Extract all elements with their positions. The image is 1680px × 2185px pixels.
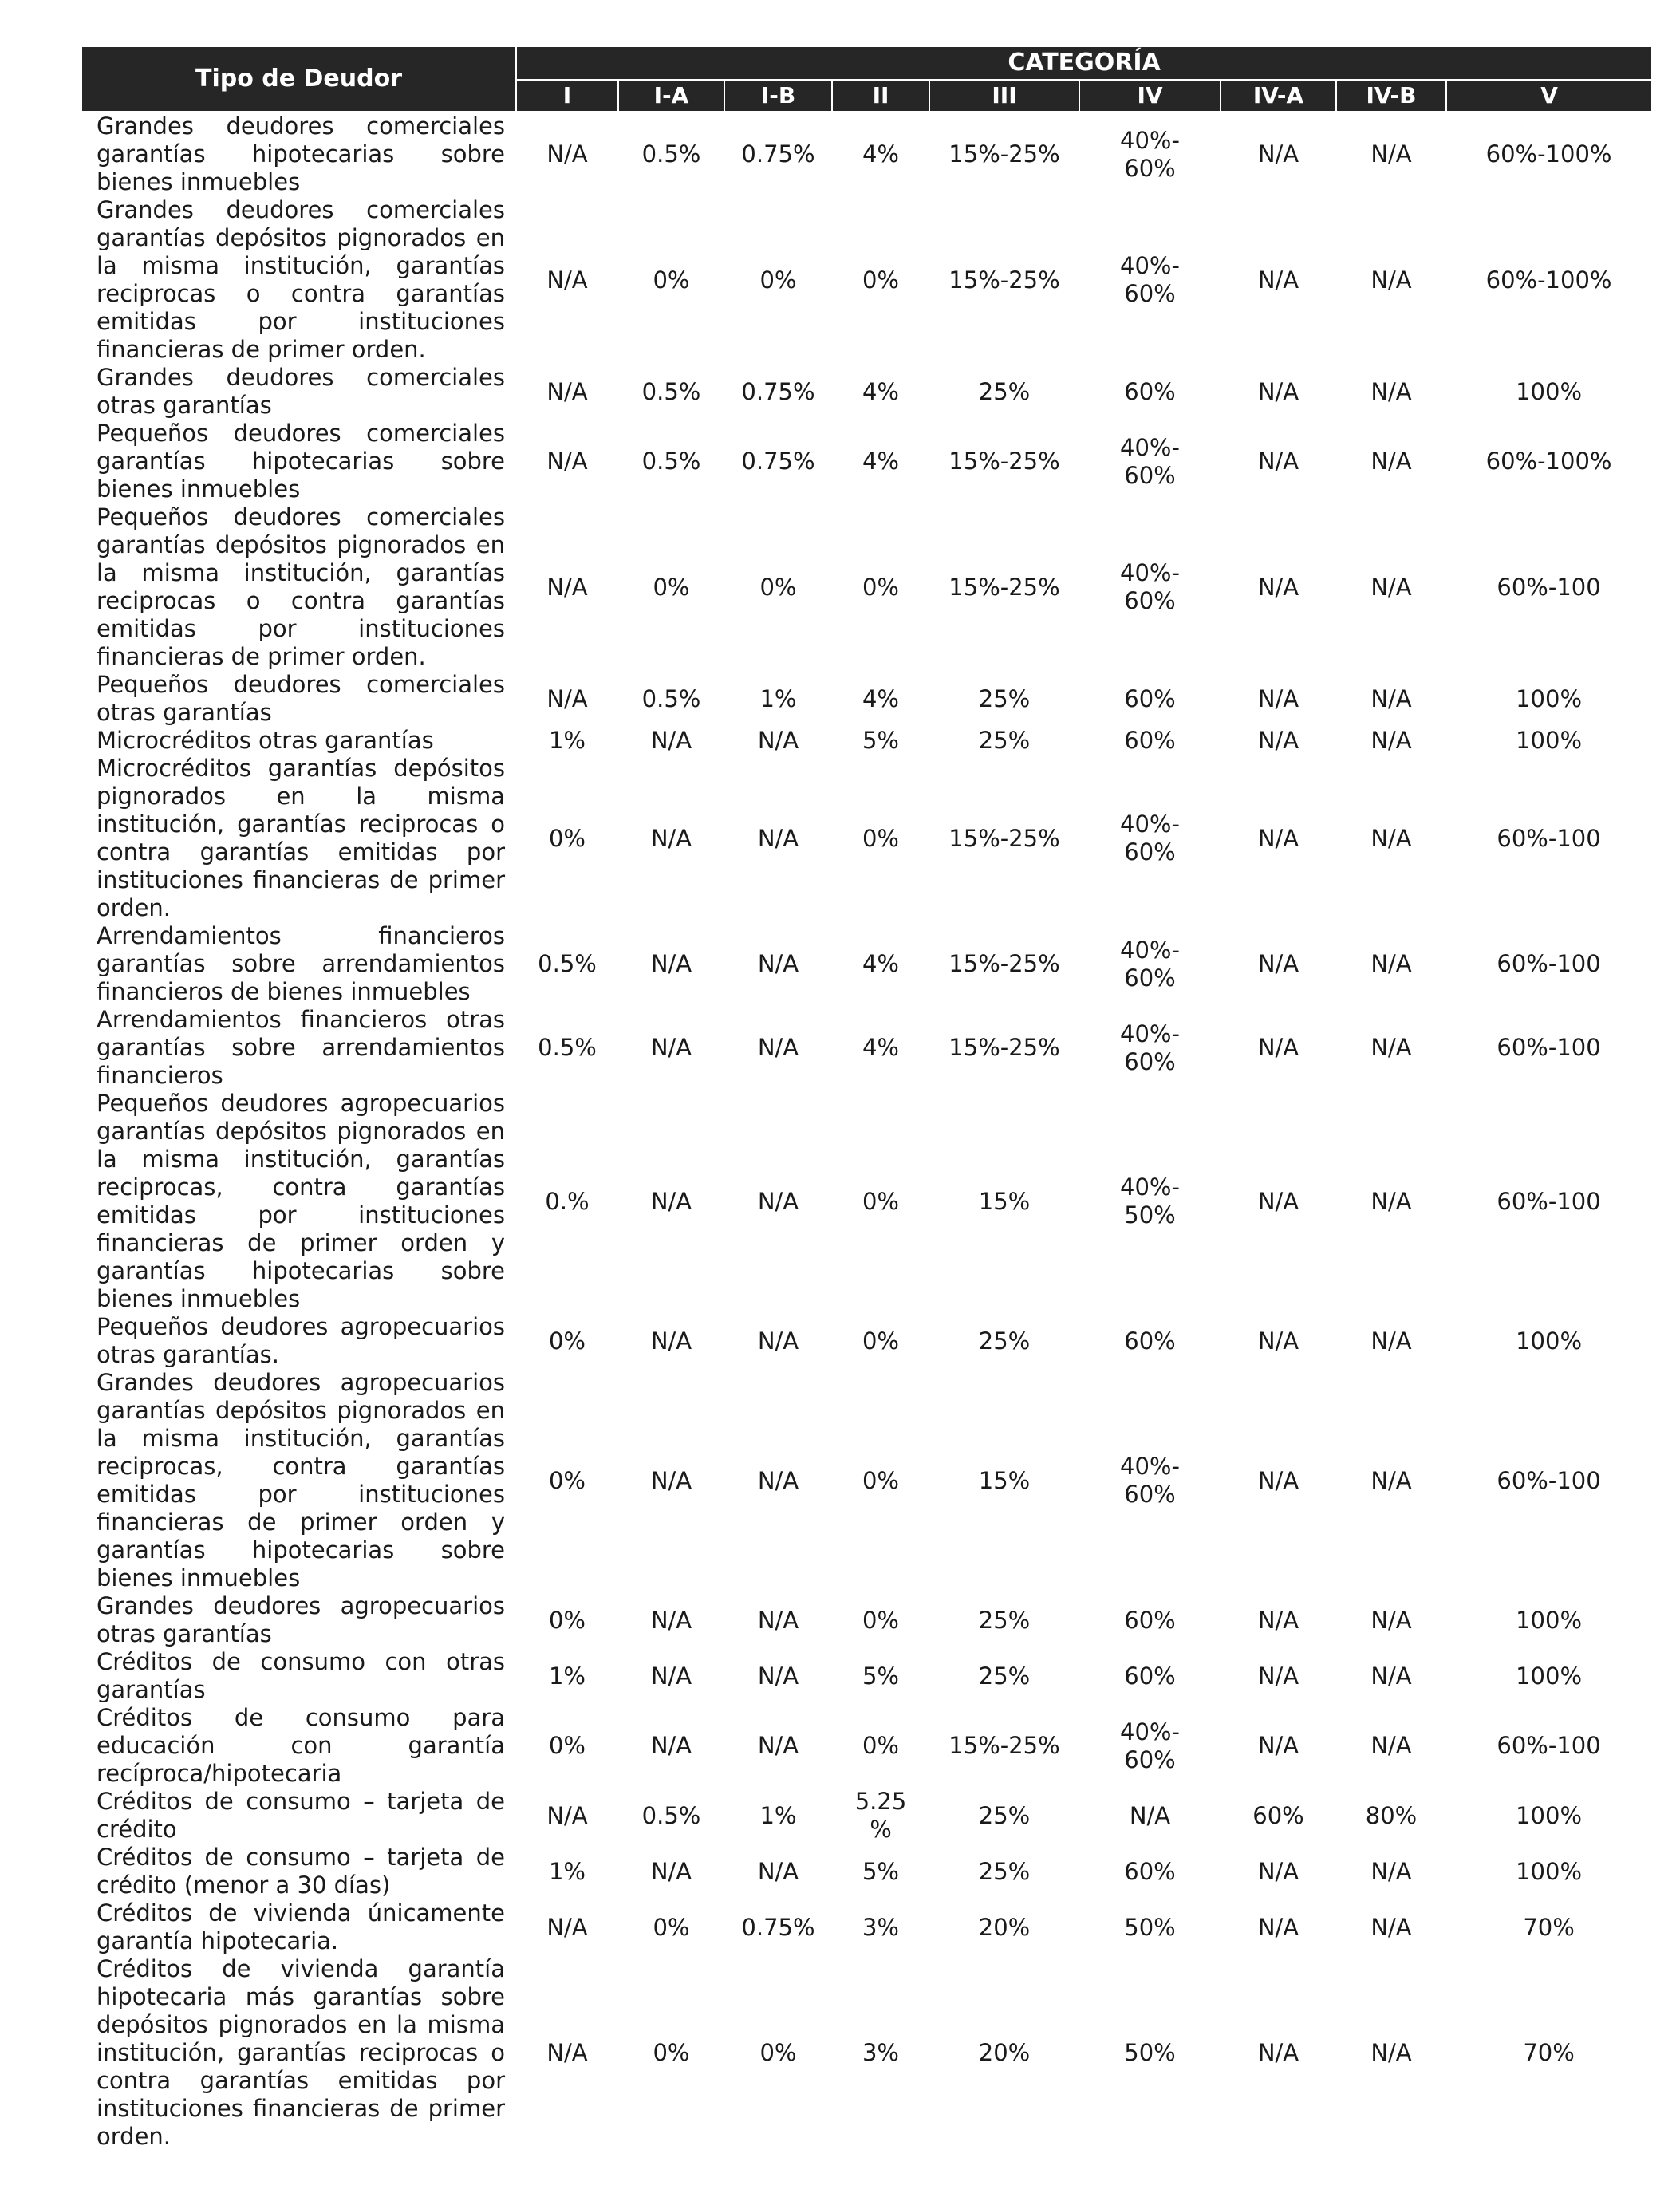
cell-col-i: N/A <box>546 2039 588 2066</box>
cell-col-iv: N/A <box>1129 1801 1171 1829</box>
row-tipo-de-deudor: Microcréditos garantías depósitos pignorados en la misma institución, garantías reciprocas o contra garantías emitidas por instituciones financieras de primer orden. <box>97 755 505 921</box>
cell-col-iii: 15%-25% <box>948 950 1060 977</box>
cell-col-iv-a: N/A <box>1257 1466 1299 1494</box>
cell-col-iii: 20% <box>978 1913 1031 1941</box>
header-col-iv-b: IV-B <box>1336 80 1446 112</box>
cell-col-iii: 15%-25% <box>948 266 1060 294</box>
cell-col-v: 60%-100 <box>1497 1034 1601 1061</box>
cell-col-iv: 60% <box>1124 1606 1176 1634</box>
header-col-v: V <box>1446 80 1651 112</box>
cell-col-iv: 40%- 60% <box>1120 1453 1180 1508</box>
header-col-iv: IV <box>1079 80 1221 112</box>
cell-col-iv: 60% <box>1124 1662 1176 1690</box>
cell-col-iv-b: N/A <box>1370 824 1412 852</box>
table-row <box>82 1648 1651 1704</box>
cell-col-v: 100% <box>1516 1327 1583 1355</box>
cell-col-iv-a: 60% <box>1252 1801 1304 1829</box>
table-row <box>82 1090 1651 1313</box>
header-col-ii: II <box>832 80 929 112</box>
cell-col-iv-b: N/A <box>1370 1662 1412 1690</box>
cell-col-i: N/A <box>546 448 588 475</box>
cell-col-i-b: N/A <box>757 1187 799 1215</box>
cell-col-i-a: 0.5% <box>641 684 701 712</box>
cell-col-i: 1% <box>548 1857 586 1885</box>
cell-col-i-a: 0% <box>653 2039 690 2066</box>
cell-col-i: N/A <box>546 684 588 712</box>
cell-col-iv-b: N/A <box>1370 1327 1412 1355</box>
row-tipo-de-deudor: Arrendamientos financieros garantías sobre arrendamientos financieros de bienes inmuebles <box>97 922 505 1005</box>
table-row <box>82 1006 1651 1090</box>
cell-col-iv: 60% <box>1124 1857 1176 1885</box>
cell-col-v: 100% <box>1516 1857 1583 1885</box>
cell-col-ii: 3% <box>862 1913 899 1941</box>
table-row <box>82 922 1651 1006</box>
cell-col-iii: 25% <box>978 1662 1031 1690</box>
cell-col-iv: 40%- 60% <box>1120 252 1180 307</box>
cell-col-i-a: N/A <box>650 1466 692 1494</box>
cell-col-iv: 40%- 60% <box>1120 936 1180 992</box>
cell-col-i: 0% <box>548 824 586 852</box>
cell-col-ii: 0% <box>862 824 899 852</box>
cell-col-iv-a: N/A <box>1257 448 1299 475</box>
cell-col-i-b: 0.75% <box>741 448 815 475</box>
table-body <box>82 112 1651 2151</box>
cell-col-i-a: N/A <box>650 1327 692 1355</box>
cell-col-i: N/A <box>546 1801 588 1829</box>
cell-col-v: 100% <box>1516 1606 1583 1634</box>
table-row <box>82 420 1651 503</box>
cell-col-iii: 15% <box>978 1466 1031 1494</box>
cell-col-i-b: N/A <box>757 1662 799 1690</box>
cell-col-i: 0.5% <box>538 950 597 977</box>
cell-col-ii: 0% <box>862 1466 899 1494</box>
cell-col-v: 60%-100 <box>1497 573 1601 601</box>
cell-col-iv: 40%- 60% <box>1120 1020 1180 1075</box>
row-tipo-de-deudor: Grandes deudores comerciales garantías depósitos pignorados en la misma institución, garantías reciprocas o contra garantías emitidas por instituciones financieras de primer orden. <box>97 196 505 363</box>
cell-col-ii: 4% <box>862 448 899 475</box>
cell-col-iv-a: N/A <box>1257 1857 1299 1885</box>
cell-col-ii: 0% <box>862 573 899 601</box>
cell-col-i-a: N/A <box>650 1662 692 1690</box>
cell-col-ii: 4% <box>862 140 899 168</box>
cell-col-iii: 25% <box>978 1327 1031 1355</box>
header-tipo-de-deudor: Tipo de Deudor <box>82 46 516 112</box>
cell-col-iii: 15% <box>978 1187 1031 1215</box>
row-tipo-de-deudor: Créditos de consumo – tarjeta de crédito <box>97 1788 505 1843</box>
cell-col-iv-a: N/A <box>1257 1662 1299 1690</box>
cell-col-i: 0.% <box>545 1187 590 1215</box>
cell-col-iii: 15%-25% <box>948 140 1060 168</box>
cell-col-iv-b: N/A <box>1370 573 1412 601</box>
cell-col-i-b: 0% <box>759 573 797 601</box>
cell-col-i-b: 0% <box>759 266 797 294</box>
cell-col-i-b: N/A <box>757 824 799 852</box>
cell-col-iv-b: N/A <box>1370 448 1412 475</box>
cell-col-v: 60%-100 <box>1497 824 1601 852</box>
table-row <box>82 1592 1651 1648</box>
table-row <box>82 112 1651 196</box>
cell-col-iii: 25% <box>978 377 1031 405</box>
cell-col-i: 0% <box>548 1606 586 1634</box>
cell-col-v: 60%-100% <box>1485 448 1612 475</box>
header-col-iv-a: IV-A <box>1221 80 1336 112</box>
cell-col-v: 60%-100% <box>1485 140 1612 168</box>
cell-col-iv: 40%- 60% <box>1120 1718 1180 1773</box>
cell-col-iv-a: N/A <box>1257 1034 1299 1061</box>
cell-col-i: 0% <box>548 1327 586 1355</box>
header-col-i-a: I-A <box>618 80 724 112</box>
cell-col-iv-a: N/A <box>1257 1187 1299 1215</box>
cell-col-ii: 5% <box>862 1857 899 1885</box>
cell-col-iv-b: N/A <box>1370 1466 1412 1494</box>
cell-col-iv: 40%- 60% <box>1120 559 1180 614</box>
cell-col-iv-a: N/A <box>1257 824 1299 852</box>
cell-col-i: 0.5% <box>538 1034 597 1061</box>
cell-col-i-b: N/A <box>757 950 799 977</box>
row-tipo-de-deudor: Grandes deudores agropecuarios otras garantías <box>97 1592 505 1647</box>
table-row <box>82 1788 1651 1844</box>
cell-col-i: N/A <box>546 140 588 168</box>
table-row <box>82 1899 1651 1955</box>
table-row <box>82 364 1651 420</box>
cell-col-iv-b: 80% <box>1365 1801 1418 1829</box>
cell-col-iii: 25% <box>978 684 1031 712</box>
row-tipo-de-deudor: Créditos de vivienda únicamente garantía hipotecaria. <box>97 1899 505 1954</box>
row-tipo-de-deudor: Grandes deudores comerciales garantías hipotecarias sobre bienes inmuebles <box>97 112 505 195</box>
header-col-iii: III <box>929 80 1079 112</box>
row-tipo-de-deudor: Pequeños deudores comerciales garantías depósitos pignorados en la misma institución, garantías reciprocas o contra garantías emitidas por instituciones financieras de primer orden. <box>97 503 505 670</box>
row-tipo-de-deudor: Pequeños deudores comerciales otras garantías <box>97 671 505 726</box>
cell-col-i-b: N/A <box>757 1732 799 1759</box>
cell-col-i-b: N/A <box>757 1606 799 1634</box>
cell-col-i-b: N/A <box>757 1857 799 1885</box>
cell-col-i-b: 0.75% <box>741 1913 815 1941</box>
cell-col-iv-b: N/A <box>1370 1187 1412 1215</box>
cell-col-i: N/A <box>546 1913 588 1941</box>
cell-col-v: 100% <box>1516 377 1583 405</box>
cell-col-ii: 3% <box>862 2039 899 2066</box>
cell-col-ii: 4% <box>862 950 899 977</box>
cell-col-ii: 0% <box>862 266 899 294</box>
cell-col-i-b: N/A <box>757 727 799 754</box>
cell-col-ii: 0% <box>862 1606 899 1634</box>
cell-col-iv-b: N/A <box>1370 727 1412 754</box>
table-row <box>82 1955 1651 2151</box>
cell-col-iv-a: N/A <box>1257 684 1299 712</box>
cell-col-iii: 20% <box>978 2039 1031 2066</box>
table-row <box>82 1844 1651 1899</box>
row-tipo-de-deudor: Créditos de consumo para educación con garantía recíproca/hipotecaria <box>97 1704 505 1787</box>
cell-col-iv-a: N/A <box>1257 2039 1299 2066</box>
cell-col-iii: 25% <box>978 727 1031 754</box>
header-categoria: CATEGORÍA <box>516 46 1651 80</box>
row-tipo-de-deudor: Créditos de vivienda garantía hipotecaria más garantías sobre depósitos pignorados en la misma institución, garantías reciprocas o contra garantías emitidas por instituciones financieras de primer orden. <box>97 1955 505 2150</box>
provision-table <box>82 45 1651 2151</box>
cell-col-iv: 40%- 60% <box>1120 811 1180 866</box>
cell-col-i-a: N/A <box>650 1857 692 1885</box>
cell-col-iv: 60% <box>1124 684 1176 712</box>
cell-col-iv-b: N/A <box>1370 1913 1412 1941</box>
cell-col-v: 60%-100 <box>1497 1732 1601 1759</box>
table-row <box>82 1313 1651 1369</box>
cell-col-iv-b: N/A <box>1370 1732 1412 1759</box>
cell-col-iv: 60% <box>1124 727 1176 754</box>
cell-col-ii: 0% <box>862 1732 899 1759</box>
row-tipo-de-deudor: Pequeños deudores comerciales garantías hipotecarias sobre bienes inmuebles <box>97 420 505 503</box>
cell-col-i-a: 0% <box>653 573 690 601</box>
table-row <box>82 755 1651 922</box>
cell-col-i-a: N/A <box>650 950 692 977</box>
cell-col-i-a: 0% <box>653 266 690 294</box>
cell-col-v: 70% <box>1523 1913 1575 1941</box>
cell-col-iii: 15%-25% <box>948 824 1060 852</box>
cell-col-iv-a: N/A <box>1257 1732 1299 1759</box>
cell-col-ii: 5.25 % <box>854 1788 907 1843</box>
cell-col-i-a: N/A <box>650 727 692 754</box>
cell-col-i: 1% <box>548 1662 586 1690</box>
cell-col-iii: 25% <box>978 1857 1031 1885</box>
row-tipo-de-deudor: Créditos de consumo con otras garantías <box>97 1648 505 1703</box>
cell-col-i: N/A <box>546 377 588 405</box>
cell-col-ii: 0% <box>862 1187 899 1215</box>
cell-col-i-b: N/A <box>757 1466 799 1494</box>
cell-col-v: 100% <box>1516 1801 1583 1829</box>
row-tipo-de-deudor: Arrendamientos financieros otras garantías sobre arrendamientos financieros <box>97 1006 505 1089</box>
cell-col-iv: 40%- 60% <box>1120 126 1180 182</box>
cell-col-v: 60%-100 <box>1497 1187 1601 1215</box>
cell-col-iv-b: N/A <box>1370 2039 1412 2066</box>
cell-col-iv-a: N/A <box>1257 140 1299 168</box>
header-col-i: I <box>516 80 618 112</box>
cell-col-iv-b: N/A <box>1370 950 1412 977</box>
cell-col-v: 100% <box>1516 1662 1583 1690</box>
cell-col-v: 100% <box>1516 727 1583 754</box>
cell-col-iv: 40%- 50% <box>1120 1173 1180 1229</box>
cell-col-i-a: N/A <box>650 824 692 852</box>
row-tipo-de-deudor: Grandes deudores agropecuarios garantías depósitos pignorados en la misma institución, garantías reciprocas, contra garantías emitidas por instituciones financieras de primer orden y garantías hipotecarias sobre bienes inmuebles <box>97 1369 505 1591</box>
cell-col-i-a: N/A <box>650 1034 692 1061</box>
cell-col-v: 60%-100% <box>1485 266 1612 294</box>
cell-col-iv-b: N/A <box>1370 1857 1412 1885</box>
cell-col-iv-b: N/A <box>1370 684 1412 712</box>
cell-col-i: 1% <box>548 727 586 754</box>
cell-col-iv-b: N/A <box>1370 1606 1412 1634</box>
row-tipo-de-deudor: Pequeños deudores agropecuarios otras garantías. <box>97 1313 505 1368</box>
cell-col-iv-a: N/A <box>1257 1606 1299 1634</box>
cell-col-i-a: 0.5% <box>641 377 701 405</box>
cell-col-iv-a: N/A <box>1257 573 1299 601</box>
cell-col-iv-b: N/A <box>1370 1034 1412 1061</box>
table-row <box>82 1369 1651 1592</box>
cell-col-i-a: N/A <box>650 1732 692 1759</box>
table-row <box>82 727 1651 755</box>
cell-col-i-a: N/A <box>650 1187 692 1215</box>
provision-table-page <box>82 45 1651 2151</box>
cell-col-i-b: 1% <box>759 684 797 712</box>
cell-col-i-b: 0.75% <box>741 140 815 168</box>
cell-col-iii: 15%-25% <box>948 573 1060 601</box>
row-tipo-de-deudor: Grandes deudores comerciales otras garantías <box>97 364 505 419</box>
cell-col-iv-b: N/A <box>1370 140 1412 168</box>
table-row <box>82 196 1651 364</box>
table-row <box>82 503 1651 671</box>
table-header <box>82 46 1651 112</box>
cell-col-ii: 0% <box>862 1327 899 1355</box>
cell-col-ii: 5% <box>862 1662 899 1690</box>
cell-col-ii: 4% <box>862 1034 899 1061</box>
cell-col-iv-b: N/A <box>1370 377 1412 405</box>
cell-col-i-b: N/A <box>757 1034 799 1061</box>
cell-col-iv-a: N/A <box>1257 1327 1299 1355</box>
cell-col-iii: 25% <box>978 1606 1031 1634</box>
cell-col-iv-a: N/A <box>1257 727 1299 754</box>
cell-col-iv: 60% <box>1124 377 1176 405</box>
cell-col-v: 60%-100 <box>1497 950 1601 977</box>
cell-col-iv: 60% <box>1124 1327 1176 1355</box>
row-tipo-de-deudor: Créditos de consumo – tarjeta de crédito (menor a 30 días) <box>97 1844 505 1899</box>
cell-col-ii: 4% <box>862 377 899 405</box>
cell-col-v: 60%-100 <box>1497 1466 1601 1494</box>
cell-col-i-a: 0.5% <box>641 1801 701 1829</box>
cell-col-v: 70% <box>1523 2039 1575 2066</box>
cell-col-iii: 15%-25% <box>948 1034 1060 1061</box>
header-col-i-b: I-B <box>724 80 832 112</box>
cell-col-iii: 15%-25% <box>948 1732 1060 1759</box>
cell-col-ii: 4% <box>862 684 899 712</box>
row-tipo-de-deudor: Microcréditos otras garantías <box>97 727 434 754</box>
cell-col-i: N/A <box>546 573 588 601</box>
cell-col-i-b: 0.75% <box>741 377 815 405</box>
cell-col-i-b: 1% <box>759 1801 797 1829</box>
cell-col-iv: 50% <box>1124 2039 1176 2066</box>
cell-col-iv-a: N/A <box>1257 950 1299 977</box>
cell-col-iv-a: N/A <box>1257 266 1299 294</box>
cell-col-iv-a: N/A <box>1257 1913 1299 1941</box>
cell-col-i-b: 0% <box>759 2039 797 2066</box>
cell-col-i-b: N/A <box>757 1327 799 1355</box>
table-row <box>82 1704 1651 1788</box>
cell-col-iv: 50% <box>1124 1913 1176 1941</box>
cell-col-i-a: 0% <box>653 1913 690 1941</box>
cell-col-i-a: 0.5% <box>641 448 701 475</box>
table-row <box>82 671 1651 727</box>
cell-col-ii: 5% <box>862 727 899 754</box>
cell-col-iv-b: N/A <box>1370 266 1412 294</box>
cell-col-i: N/A <box>546 266 588 294</box>
cell-col-i-a: 0.5% <box>641 140 701 168</box>
row-tipo-de-deudor: Pequeños deudores agropecuarios garantías depósitos pignorados en la misma institución, garantías reciprocas, contra garantías emitidas por instituciones financieras de primer orden y garantías hipotecarias sobre bienes inmuebles <box>97 1090 505 1312</box>
cell-col-i-a: N/A <box>650 1606 692 1634</box>
cell-col-iii: 15%-25% <box>948 448 1060 475</box>
cell-col-v: 100% <box>1516 684 1583 712</box>
cell-col-iv: 40%- 60% <box>1120 433 1180 489</box>
cell-col-iii: 25% <box>978 1801 1031 1829</box>
cell-col-i: 0% <box>548 1466 586 1494</box>
cell-col-iv-a: N/A <box>1257 377 1299 405</box>
cell-col-i: 0% <box>548 1732 586 1759</box>
